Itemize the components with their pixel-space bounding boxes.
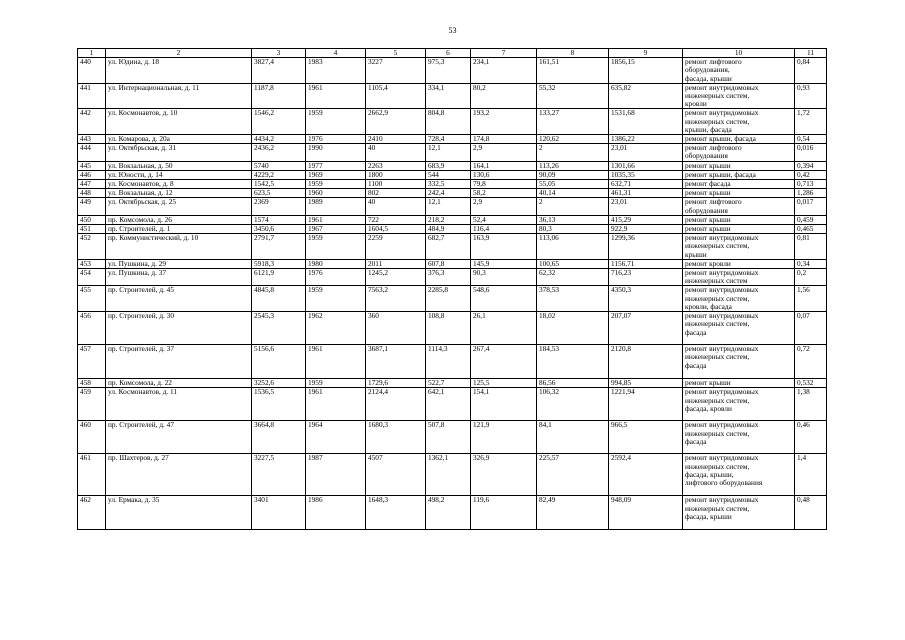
col-rate: 0,34	[795, 259, 827, 268]
col-works: ремонт внутридомовых инженерных систем, фасада	[683, 345, 795, 379]
col-rate: 0,93	[795, 83, 827, 109]
col-fund-regional: 267,4	[471, 345, 537, 379]
col-num: 453	[78, 259, 106, 268]
col-fund-regional: 154,1	[471, 388, 537, 421]
col-address: ул. Космонавтов, д. 10	[106, 109, 252, 135]
col-fund-federal: 12,1	[426, 144, 471, 161]
col-num: 452	[78, 234, 106, 260]
table-row	[78, 345, 827, 379]
table-row	[78, 421, 827, 454]
col-cost-total: 1648,3	[366, 496, 426, 530]
table-row	[78, 454, 827, 496]
col-num: 459	[78, 388, 106, 421]
col-fund-local: 184,53	[537, 345, 609, 379]
header-cell-col-fund-owners: 9	[609, 49, 683, 58]
col-area: 4229,2	[252, 170, 306, 179]
col-fund-regional: 145,9	[471, 259, 537, 268]
col-works: ремонт крыши	[683, 189, 795, 198]
col-cost-total: 1680,3	[366, 421, 426, 454]
col-cost-total: 7563,2	[366, 286, 426, 312]
header-cell-col-fund-regional: 7	[471, 49, 537, 58]
col-works: ремонт внутридомовых инженерных систем, фасада	[683, 312, 795, 345]
table-row	[78, 225, 827, 234]
col-fund-owners: 1035,35	[609, 170, 683, 179]
header-cell-col-cost-total: 5	[366, 49, 426, 58]
table-row	[78, 388, 827, 421]
col-fund-owners: 461,31	[609, 189, 683, 198]
col-works: ремонт кровли	[683, 259, 795, 268]
col-cost-total: 722	[366, 215, 426, 224]
table-row	[78, 180, 827, 189]
col-year: 1990	[306, 144, 366, 161]
col-year: 1959	[306, 180, 366, 189]
col-cost-total: 360	[366, 312, 426, 345]
col-fund-federal: 975,3	[426, 58, 471, 84]
col-fund-regional: 130,6	[471, 170, 537, 179]
col-address: ул. Ермака, д. 35	[106, 496, 252, 530]
col-area: 1542,5	[252, 180, 306, 189]
col-works: ремонт крыши, фасада	[683, 170, 795, 179]
col-address: ул. Октябрьская, д. 31	[106, 144, 252, 161]
col-fund-federal: 332,5	[426, 180, 471, 189]
col-fund-owners: 994,85	[609, 379, 683, 388]
col-rate: 0,72	[795, 345, 827, 379]
col-fund-owners: 2120,8	[609, 345, 683, 379]
col-num: 458	[78, 379, 106, 388]
header-cell-col-area: 3	[252, 49, 306, 58]
col-rate: 1,4	[795, 454, 827, 496]
col-fund-owners: 207,07	[609, 312, 683, 345]
table-row	[78, 83, 827, 109]
col-area: 3252,6	[252, 379, 306, 388]
col-fund-owners: 948,09	[609, 496, 683, 530]
col-fund-federal: 607,8	[426, 259, 471, 268]
col-fund-local: 36,13	[537, 215, 609, 224]
col-fund-federal: 728,4	[426, 135, 471, 144]
col-works: ремонт внутридомовых инженерных систем, фасада, кровли	[683, 388, 795, 421]
col-area: 3827,4	[252, 58, 306, 84]
col-address: пр. Строителей, д. 1	[106, 225, 252, 234]
col-fund-local: 2	[537, 144, 609, 161]
col-cost-total: 1245,2	[366, 269, 426, 286]
col-works: ремонт внутридомовых инженерных систем, кровли	[683, 83, 795, 109]
col-area: 2545,3	[252, 312, 306, 345]
col-fund-local: 120,62	[537, 135, 609, 144]
col-year: 1976	[306, 135, 366, 144]
col-num: 450	[78, 215, 106, 224]
col-rate: 0,81	[795, 234, 827, 260]
col-cost-total: 2410	[366, 135, 426, 144]
col-address: пр. Строителей, д. 45	[106, 286, 252, 312]
col-year: 1976	[306, 269, 366, 286]
col-fund-regional: 174,8	[471, 135, 537, 144]
col-rate: 0,465	[795, 225, 827, 234]
col-works: ремонт внутридомовых инженерных систем, фасада, крыши, лифтового оборудования	[683, 454, 795, 496]
table-row	[78, 496, 827, 530]
col-fund-federal: 1114,3	[426, 345, 471, 379]
col-area: 5740	[252, 161, 306, 170]
col-cost-total: 3227	[366, 58, 426, 84]
col-fund-owners: 23,01	[609, 198, 683, 215]
col-rate: 0,48	[795, 496, 827, 530]
header-cell-col-address: 2	[106, 49, 252, 58]
col-address: ул. Космонавтов, д. 11	[106, 388, 252, 421]
col-fund-owners: 922,9	[609, 225, 683, 234]
col-area: 3664,8	[252, 421, 306, 454]
col-address: пр. Строителей, д. 37	[106, 345, 252, 379]
col-fund-federal: 682,7	[426, 234, 471, 260]
col-fund-owners: 415,29	[609, 215, 683, 224]
col-num: 445	[78, 161, 106, 170]
table-row	[78, 286, 827, 312]
col-year: 1959	[306, 379, 366, 388]
col-fund-federal: 544	[426, 170, 471, 179]
col-num: 442	[78, 109, 106, 135]
col-num: 456	[78, 312, 106, 345]
col-rate: 1,38	[795, 388, 827, 421]
col-fund-owners: 4350,3	[609, 286, 683, 312]
col-fund-local: 113,06	[537, 234, 609, 260]
col-fund-federal: 2285,8	[426, 286, 471, 312]
col-num: 449	[78, 198, 106, 215]
col-area: 2369	[252, 198, 306, 215]
col-area: 1187,8	[252, 83, 306, 109]
header-cell-col-year: 4	[306, 49, 366, 58]
col-fund-owners: 632,71	[609, 180, 683, 189]
col-works: ремонт крыши	[683, 225, 795, 234]
col-fund-regional: 2,9	[471, 144, 537, 161]
table-row	[78, 215, 827, 224]
col-rate: 1,56	[795, 286, 827, 312]
table-row	[78, 189, 827, 198]
col-fund-owners: 1856,15	[609, 58, 683, 84]
table-row	[78, 135, 827, 144]
col-year: 1964	[306, 421, 366, 454]
col-address: ул. Пушкина, д. 29	[106, 259, 252, 268]
col-area: 3450,6	[252, 225, 306, 234]
col-address: пр. Строителей, д. 47	[106, 421, 252, 454]
col-cost-total: 1105,4	[366, 83, 426, 109]
col-fund-local: 18,02	[537, 312, 609, 345]
col-fund-owners: 1156,71	[609, 259, 683, 268]
col-fund-local: 82,49	[537, 496, 609, 530]
col-fund-local: 80,3	[537, 225, 609, 234]
col-works: ремонт внутридомовых инженерных систем, фасада	[683, 421, 795, 454]
col-fund-federal: 683,9	[426, 161, 471, 170]
col-rate: 0,459	[795, 215, 827, 224]
col-year: 1959	[306, 234, 366, 260]
col-num: 462	[78, 496, 106, 530]
col-area: 6121,9	[252, 269, 306, 286]
col-works: ремонт крыши	[683, 161, 795, 170]
col-fund-regional: 79,8	[471, 180, 537, 189]
col-fund-local: 55,05	[537, 180, 609, 189]
col-rate: 0,2	[795, 269, 827, 286]
col-fund-regional: 52,4	[471, 215, 537, 224]
col-fund-federal: 484,9	[426, 225, 471, 234]
col-address: пр. Комсомола, д. 26	[106, 215, 252, 224]
col-year: 1987	[306, 454, 366, 496]
col-works: ремонт лифтового оборудования, фасада, крыши	[683, 58, 795, 84]
col-fund-regional: 26,1	[471, 312, 537, 345]
col-fund-regional: 163,9	[471, 234, 537, 260]
table-row	[78, 269, 827, 286]
col-address: ул. Вокзальная, д. 12	[106, 189, 252, 198]
col-year: 1989	[306, 198, 366, 215]
col-fund-regional: 116,4	[471, 225, 537, 234]
col-area: 2791,7	[252, 234, 306, 260]
table-row	[78, 161, 827, 170]
col-fund-regional: 80,2	[471, 83, 537, 109]
col-fund-regional: 548,6	[471, 286, 537, 312]
col-cost-total: 1800	[366, 170, 426, 179]
header-cell-col-fund-local: 8	[537, 49, 609, 58]
col-fund-local: 84,1	[537, 421, 609, 454]
col-works: ремонт внутридомовых инженерных систем	[683, 269, 795, 286]
col-fund-local: 2	[537, 198, 609, 215]
col-works: ремонт крыши, фасада	[683, 135, 795, 144]
table-row	[78, 170, 827, 179]
col-fund-federal: 218,2	[426, 215, 471, 224]
col-rate: 0,016	[795, 144, 827, 161]
col-rate: 0,532	[795, 379, 827, 388]
col-num: 447	[78, 180, 106, 189]
col-year: 1961	[306, 345, 366, 379]
col-num: 448	[78, 189, 106, 198]
table-row	[78, 234, 827, 260]
col-works: ремонт внутридомовых инженерных систем, кровли, фасада	[683, 286, 795, 312]
col-fund-federal: 242,4	[426, 189, 471, 198]
col-fund-local: 55,32	[537, 83, 609, 109]
col-year: 1961	[306, 83, 366, 109]
col-fund-regional: 121,9	[471, 421, 537, 454]
col-num: 451	[78, 225, 106, 234]
col-rate: 0,017	[795, 198, 827, 215]
col-fund-regional: 326,9	[471, 454, 537, 496]
table-row	[78, 379, 827, 388]
col-fund-local: 40,14	[537, 189, 609, 198]
col-fund-regional: 234,1	[471, 58, 537, 84]
table-row	[78, 58, 827, 84]
table-row	[78, 198, 827, 215]
col-area: 3227,5	[252, 454, 306, 496]
header-cell-col-works: 10	[683, 49, 795, 58]
col-address: пр. Коммунистический, д. 10	[106, 234, 252, 260]
col-fund-local: 106,32	[537, 388, 609, 421]
col-year: 1962	[306, 312, 366, 345]
col-fund-owners: 635,82	[609, 83, 683, 109]
col-rate: 0,42	[795, 170, 827, 179]
col-works: ремонт внутридомовых инженерных систем, крыши	[683, 234, 795, 260]
col-fund-owners: 1221,94	[609, 388, 683, 421]
col-fund-owners: 1299,36	[609, 234, 683, 260]
col-rate: 0,713	[795, 180, 827, 189]
col-area: 4434,2	[252, 135, 306, 144]
col-fund-local: 86,56	[537, 379, 609, 388]
col-rate: 1,286	[795, 189, 827, 198]
col-area: 3401	[252, 496, 306, 530]
col-fund-federal: 498,2	[426, 496, 471, 530]
col-fund-federal: 12,1	[426, 198, 471, 215]
table-row	[78, 144, 827, 161]
col-fund-owners: 2592,4	[609, 454, 683, 496]
col-fund-federal: 108,8	[426, 312, 471, 345]
col-address: ул. Интернациональная, д. 11	[106, 83, 252, 109]
col-works: ремонт фасада	[683, 180, 795, 189]
col-num: 441	[78, 83, 106, 109]
col-address: пр. Шахтеров, д. 27	[106, 454, 252, 496]
col-address: ул. Юности, д. 14	[106, 170, 252, 179]
col-area: 5918,3	[252, 259, 306, 268]
col-fund-local: 161,51	[537, 58, 609, 84]
col-fund-owners: 1386,22	[609, 135, 683, 144]
col-rate: 1,72	[795, 109, 827, 135]
col-num: 440	[78, 58, 106, 84]
col-fund-regional: 164,1	[471, 161, 537, 170]
col-year: 1961	[306, 215, 366, 224]
header-cell-col-num: 1	[78, 49, 106, 58]
col-fund-federal: 1362,1	[426, 454, 471, 496]
col-cost-total: 802	[366, 189, 426, 198]
col-year: 1959	[306, 109, 366, 135]
col-cost-total: 2259	[366, 234, 426, 260]
col-works: ремонт внутридомовых инженерных систем, крыши, фасада	[683, 109, 795, 135]
page-number: 53	[448, 26, 457, 35]
col-fund-regional: 58,2	[471, 189, 537, 198]
col-cost-total: 2124,4	[366, 388, 426, 421]
col-year: 1977	[306, 161, 366, 170]
col-fund-federal: 334,1	[426, 83, 471, 109]
col-works: ремонт внутридомовых инженерных систем, фасада, крыши	[683, 496, 795, 530]
col-fund-local: 113,26	[537, 161, 609, 170]
col-rate: 0,07	[795, 312, 827, 345]
col-fund-federal: 642,1	[426, 388, 471, 421]
col-cost-total: 3687,1	[366, 345, 426, 379]
table-header-row	[78, 49, 827, 58]
col-year: 1960	[306, 189, 366, 198]
col-rate: 0,54	[795, 135, 827, 144]
col-fund-owners: 1531,68	[609, 109, 683, 135]
col-rate: 0,394	[795, 161, 827, 170]
table-row	[78, 109, 827, 135]
col-fund-local: 225,57	[537, 454, 609, 496]
col-area: 623,5	[252, 189, 306, 198]
col-num: 444	[78, 144, 106, 161]
col-fund-local: 62,32	[537, 269, 609, 286]
col-year: 1959	[306, 286, 366, 312]
col-year: 1980	[306, 259, 366, 268]
col-fund-federal: 804,8	[426, 109, 471, 135]
table-row	[78, 259, 827, 268]
col-works: ремонт крыши	[683, 215, 795, 224]
col-fund-federal: 376,3	[426, 269, 471, 286]
data-table	[77, 48, 827, 530]
col-area: 2436,2	[252, 144, 306, 161]
col-address: ул. Октябрьская, д. 25	[106, 198, 252, 215]
col-year: 1986	[306, 496, 366, 530]
col-fund-local: 90,09	[537, 170, 609, 179]
col-fund-regional: 90,3	[471, 269, 537, 286]
col-cost-total: 4507	[366, 454, 426, 496]
col-area: 4845,8	[252, 286, 306, 312]
col-fund-regional: 2,9	[471, 198, 537, 215]
col-num: 461	[78, 454, 106, 496]
col-num: 455	[78, 286, 106, 312]
col-num: 446	[78, 170, 106, 179]
col-cost-total: 40	[366, 198, 426, 215]
col-year: 1983	[306, 58, 366, 84]
col-cost-total: 1100	[366, 180, 426, 189]
col-cost-total: 40	[366, 144, 426, 161]
col-year: 1969	[306, 170, 366, 179]
col-fund-owners: 716,23	[609, 269, 683, 286]
col-works: ремонт лифтового оборудования	[683, 198, 795, 215]
col-fund-local: 100,65	[537, 259, 609, 268]
table-row	[78, 312, 827, 345]
col-fund-regional: 193,2	[471, 109, 537, 135]
col-fund-regional: 119,6	[471, 496, 537, 530]
col-rate: 0,84	[795, 58, 827, 84]
col-fund-owners: 1301,66	[609, 161, 683, 170]
col-fund-local: 133,27	[537, 109, 609, 135]
col-cost-total: 1604,5	[366, 225, 426, 234]
col-fund-local: 378,53	[537, 286, 609, 312]
col-num: 460	[78, 421, 106, 454]
col-fund-regional: 125,5	[471, 379, 537, 388]
col-address: ул. Вокзальная, д. 50	[106, 161, 252, 170]
header-cell-col-fund-federal: 6	[426, 49, 471, 58]
col-year: 1961	[306, 388, 366, 421]
col-year: 1967	[306, 225, 366, 234]
col-cost-total: 2662,9	[366, 109, 426, 135]
col-works: ремонт крыши	[683, 379, 795, 388]
col-rate: 0,46	[795, 421, 827, 454]
col-cost-total: 2263	[366, 161, 426, 170]
col-area: 1536,5	[252, 388, 306, 421]
col-fund-owners: 966,5	[609, 421, 683, 454]
col-address: ул. Юдина, д. 18	[106, 58, 252, 84]
col-address: ул. Космонавтов, д. 8	[106, 180, 252, 189]
col-cost-total: 2011	[366, 259, 426, 268]
col-address: ул. Комарова, д. 20а	[106, 135, 252, 144]
col-num: 443	[78, 135, 106, 144]
col-address: ул. Пушкина, д. 37	[106, 269, 252, 286]
col-area: 5156,6	[252, 345, 306, 379]
col-works: ремонт лифтового оборудования	[683, 144, 795, 161]
col-address: пр. Строителей, д. 30	[106, 312, 252, 345]
col-num: 457	[78, 345, 106, 379]
header-cell-col-rate: 11	[795, 49, 827, 58]
col-address: пр. Комсомола, д. 22	[106, 379, 252, 388]
col-cost-total: 1729,6	[366, 379, 426, 388]
col-fund-federal: 507,8	[426, 421, 471, 454]
col-fund-owners: 23,01	[609, 144, 683, 161]
col-num: 454	[78, 269, 106, 286]
col-area: 1574	[252, 215, 306, 224]
col-fund-federal: 522,7	[426, 379, 471, 388]
col-area: 1546,2	[252, 109, 306, 135]
